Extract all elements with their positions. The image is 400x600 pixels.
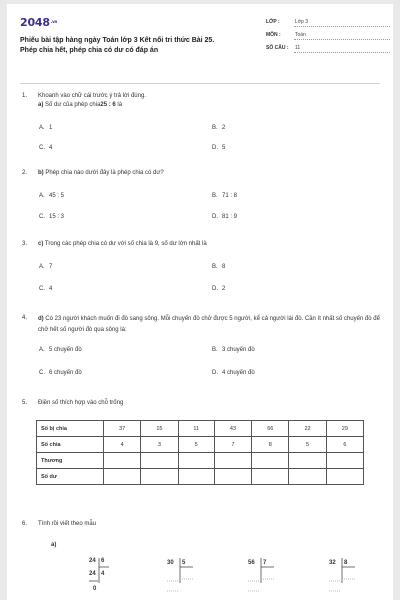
subtrahend: 24 (89, 571, 96, 577)
table-cell: 29 (326, 421, 363, 437)
table-cell: 66 (252, 421, 289, 437)
table-cell: 43 (214, 421, 251, 437)
table-cell: 15 (141, 421, 178, 437)
table-cell: 7 (214, 437, 251, 453)
blank-cell[interactable] (214, 453, 251, 469)
q6-part-label: a) (51, 542, 57, 548)
blank-cell[interactable] (141, 453, 178, 469)
table-row (37, 437, 364, 453)
division-blank-3 (327, 557, 357, 593)
division-blank-1 (165, 557, 195, 593)
dividend: 24 (89, 558, 96, 564)
blank-cell[interactable] (326, 453, 363, 469)
blank-cell[interactable] (252, 469, 289, 485)
row-header: Thương (37, 453, 104, 469)
table-cell: 6 (326, 437, 363, 453)
blank-cell[interactable] (178, 469, 214, 485)
divider (20, 83, 380, 84)
table-cell: 3 (141, 437, 178, 453)
blank-cell[interactable] (214, 469, 251, 485)
row-header: Số dư (37, 469, 104, 485)
blank-cell[interactable] (104, 453, 141, 469)
blank-cell[interactable] (141, 469, 178, 485)
table-cell: 5 (289, 437, 326, 453)
table-cell: 22 (289, 421, 326, 437)
fill-in-table (36, 420, 364, 485)
blank-cell[interactable] (104, 469, 141, 485)
division-bracket (87, 557, 113, 597)
division-blank-2 (246, 557, 276, 593)
table-cell: 8 (252, 437, 289, 453)
blank-cell[interactable] (326, 469, 363, 485)
table-row (37, 469, 364, 485)
worksheet: $2048^{.vn}$ Phiếu bài tập hàng ngày Toán lớp 3 Kết nối tri thức Bài 25. Phép chia hết, phép chia có dư có đáp án LỚP : Lớp 3 MÔN : Toán SỐ CÂU : 11 1. Khoanh vào chữ cái trước ý trả lời đúng. a) Số dư của phép chia25 : 6 là A. 1 B. 2 C. 4 D. 5 2. b) Phép chia nào dưới đây là phép chia có dư? A. 45 : 5 B. 71 : 8 C. 15 : 3 D. 81 : 9 3. c) Trong các phép chia có dư với số chia là 9, số dư lớn nhất là A. 7 B. 8 C. 4 D. 2 4. d) Có 23 người khách muốn đi đò sang sông. Mỗi chuyến đò chở được 5 người, kể cả người lái đò. Cần ít nhất số chuyến đò để chở hết số người đò qua sông là: A. 5 chuyến đò B. 3 chuyến đò C. 6 chuyến đò D. 4 chuyến đò 5. Điền số thích hợp vào chỗ trống Số bị chia 37 15 11 43 66 22 29 Số chia 4 3 5 7 8 5 6 Thương Số dư 6. Tính rồi viết theo mẫu a) 24 6 24 4 0 30 5 56 7 32 8 (7, 4, 393, 600)
meta-row-class: LỚP : Lớp 3 (266, 16, 390, 27)
table-cell: 5 (178, 437, 214, 453)
blank-cell[interactable] (178, 453, 214, 469)
table-row (37, 421, 364, 437)
page-title: Phiếu bài tập hàng ngày Toán lớp 3 Kết nối tri thức Bài 25. Phép chia hết, phép chia có dư có đáp án (20, 37, 215, 54)
table-cell: 37 (104, 421, 141, 437)
remainder: 0 (93, 586, 97, 592)
blank-cell[interactable] (289, 453, 326, 469)
row-header: Số chia (37, 437, 104, 453)
quotient: 4 (101, 571, 105, 577)
header (20, 16, 390, 82)
meta-row-subject: MÔN : Toán (266, 29, 390, 40)
table-cell: 4 (104, 437, 141, 453)
brand-logo: $2048^{.vn}$ (20, 16, 58, 29)
blank-cell[interactable] (289, 469, 326, 485)
table-row (37, 453, 364, 469)
divisor: 6 (101, 558, 105, 564)
blank-cell[interactable] (252, 453, 289, 469)
meta-row-count: SỐ CÂU : 11 (266, 42, 390, 53)
row-header: Số bị chia (37, 421, 104, 437)
table-cell: 11 (178, 421, 214, 437)
